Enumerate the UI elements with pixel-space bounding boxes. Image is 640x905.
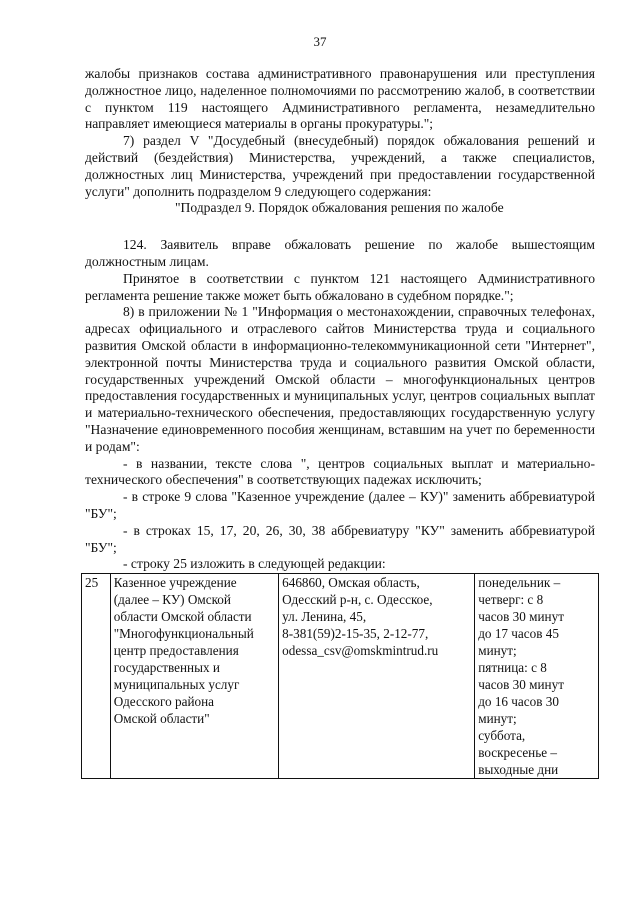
paragraph: "Подраздел 9. Порядок обжалования решения по жалобе [175, 200, 504, 216]
cell-line: (далее – КУ) Омской [113, 592, 231, 608]
address-contacts-cell [279, 574, 475, 779]
cell-line: центр предоставления [113, 643, 239, 659]
cell-line: четверг: с 8 [478, 592, 544, 608]
paragraph: 124. Заявитель вправе обжаловать решение по жалобе вышестоящим должностным лицам. [85, 237, 595, 269]
paragraph: Принятое в соответствии с пунктом 121 настоящего Административного регламента решение также может быть обжаловано в судебном порядке."; [85, 270, 595, 303]
cell-line: часов 30 минут [478, 677, 564, 693]
row-number-cell: 25 [82, 574, 111, 779]
cell-line: выходные дни [478, 762, 559, 778]
cell-line: минут; [478, 711, 517, 727]
paragraph: 8) в приложении № 1 "Информация о местонахождении, справочных телефонах, адресах официального и отраслевого сайтов Министерства труда и социального развития Омской области в информационно-телекоммуникационной сети "Интернет", электронной почты Министерства труда и социального развития Омской области, государственных учреждений Омской области – многофункциональных центров предоставления государственных и муниципальных услуг, центров социальных выплат и материально-технического обеспечения, предоставляющих государственную услугу "Назначение единовременного пособия женщинам, вставшим на учет по беременности и родам": [85, 304, 595, 454]
paragraph: 7) раздел V "Досудебный (внесудебный) порядок обжалования решений и действий (бездействия) Министерства, учреждений, а также специалистов, должностных лиц Министерства, учреждений при предоставлении государственной услуги" дополнить подразделом 9 следующего содержания: [85, 133, 595, 199]
cell-line: понедельник – [478, 575, 561, 591]
replacement-row-table [81, 573, 599, 779]
cell-line: государственных и [113, 660, 220, 676]
cell-line: часов 30 минут [478, 609, 564, 625]
cell-line: Казенное учреждение [113, 575, 237, 591]
cell-line: ул. Ленина, 45, [282, 609, 367, 625]
paragraphs [85, 66, 595, 573]
cell-line: пятница: с 8 [478, 660, 547, 676]
cell-line: 646860, Омская область, [282, 575, 420, 591]
document-body [85, 66, 595, 779]
paragraph: - в строках 15, 17, 20, 26, 30, 38 аббревиатуру "КУ" заменить аббревиатурой "БУ"; [85, 522, 595, 555]
cell-line: воскресенье – [478, 745, 557, 761]
cell-line: области Омской области [113, 609, 252, 625]
cell-line: до 17 часов 45 [478, 626, 559, 642]
institution-name-cell [110, 574, 278, 779]
paragraph: - строку 25 изложить в следующей редакции: [123, 556, 386, 572]
paragraph: - в строке 9 слова "Казенное учреждение (далее – КУ)" заменить аббревиатурой "БУ"; [85, 489, 595, 521]
cell-line: Одесского района [113, 694, 215, 710]
cell-line: "Многофункциональный [113, 626, 254, 642]
paragraph: жалобы признаков состава административного правонарушения или преступления должностное лицо, наделенное полномочиями по рассмотрению жалоб, в соответствии с пунктом 119 настоящего Административного регламента, незамедлительно направляет имеющиеся материалы в органы прокуратуры."; [85, 66, 595, 132]
working-hours-cell [475, 574, 599, 779]
cell-line: суббота, [478, 728, 526, 744]
cell-line: Омской области" [113, 711, 210, 727]
paragraph: - в названии, тексте слова ", центров социальных выплат и материально-технического обеспечения" в соответствующих падежах исключить; [85, 455, 595, 488]
page-number: 37 [313, 34, 327, 49]
cell-line: Одесский р-н, с. Одесское, [282, 592, 433, 608]
table-row [82, 574, 599, 779]
cell-line: муниципальных услуг [113, 677, 240, 693]
cell-line: минут; [478, 643, 517, 659]
cell-line: 8-381(59)2-15-35, 2-12-77, [282, 626, 429, 642]
paragraph [85, 217, 595, 237]
cell-line: odessa_csv@omskmintrud.ru [282, 643, 439, 659]
cell-line: до 16 часов 30 [478, 694, 559, 710]
